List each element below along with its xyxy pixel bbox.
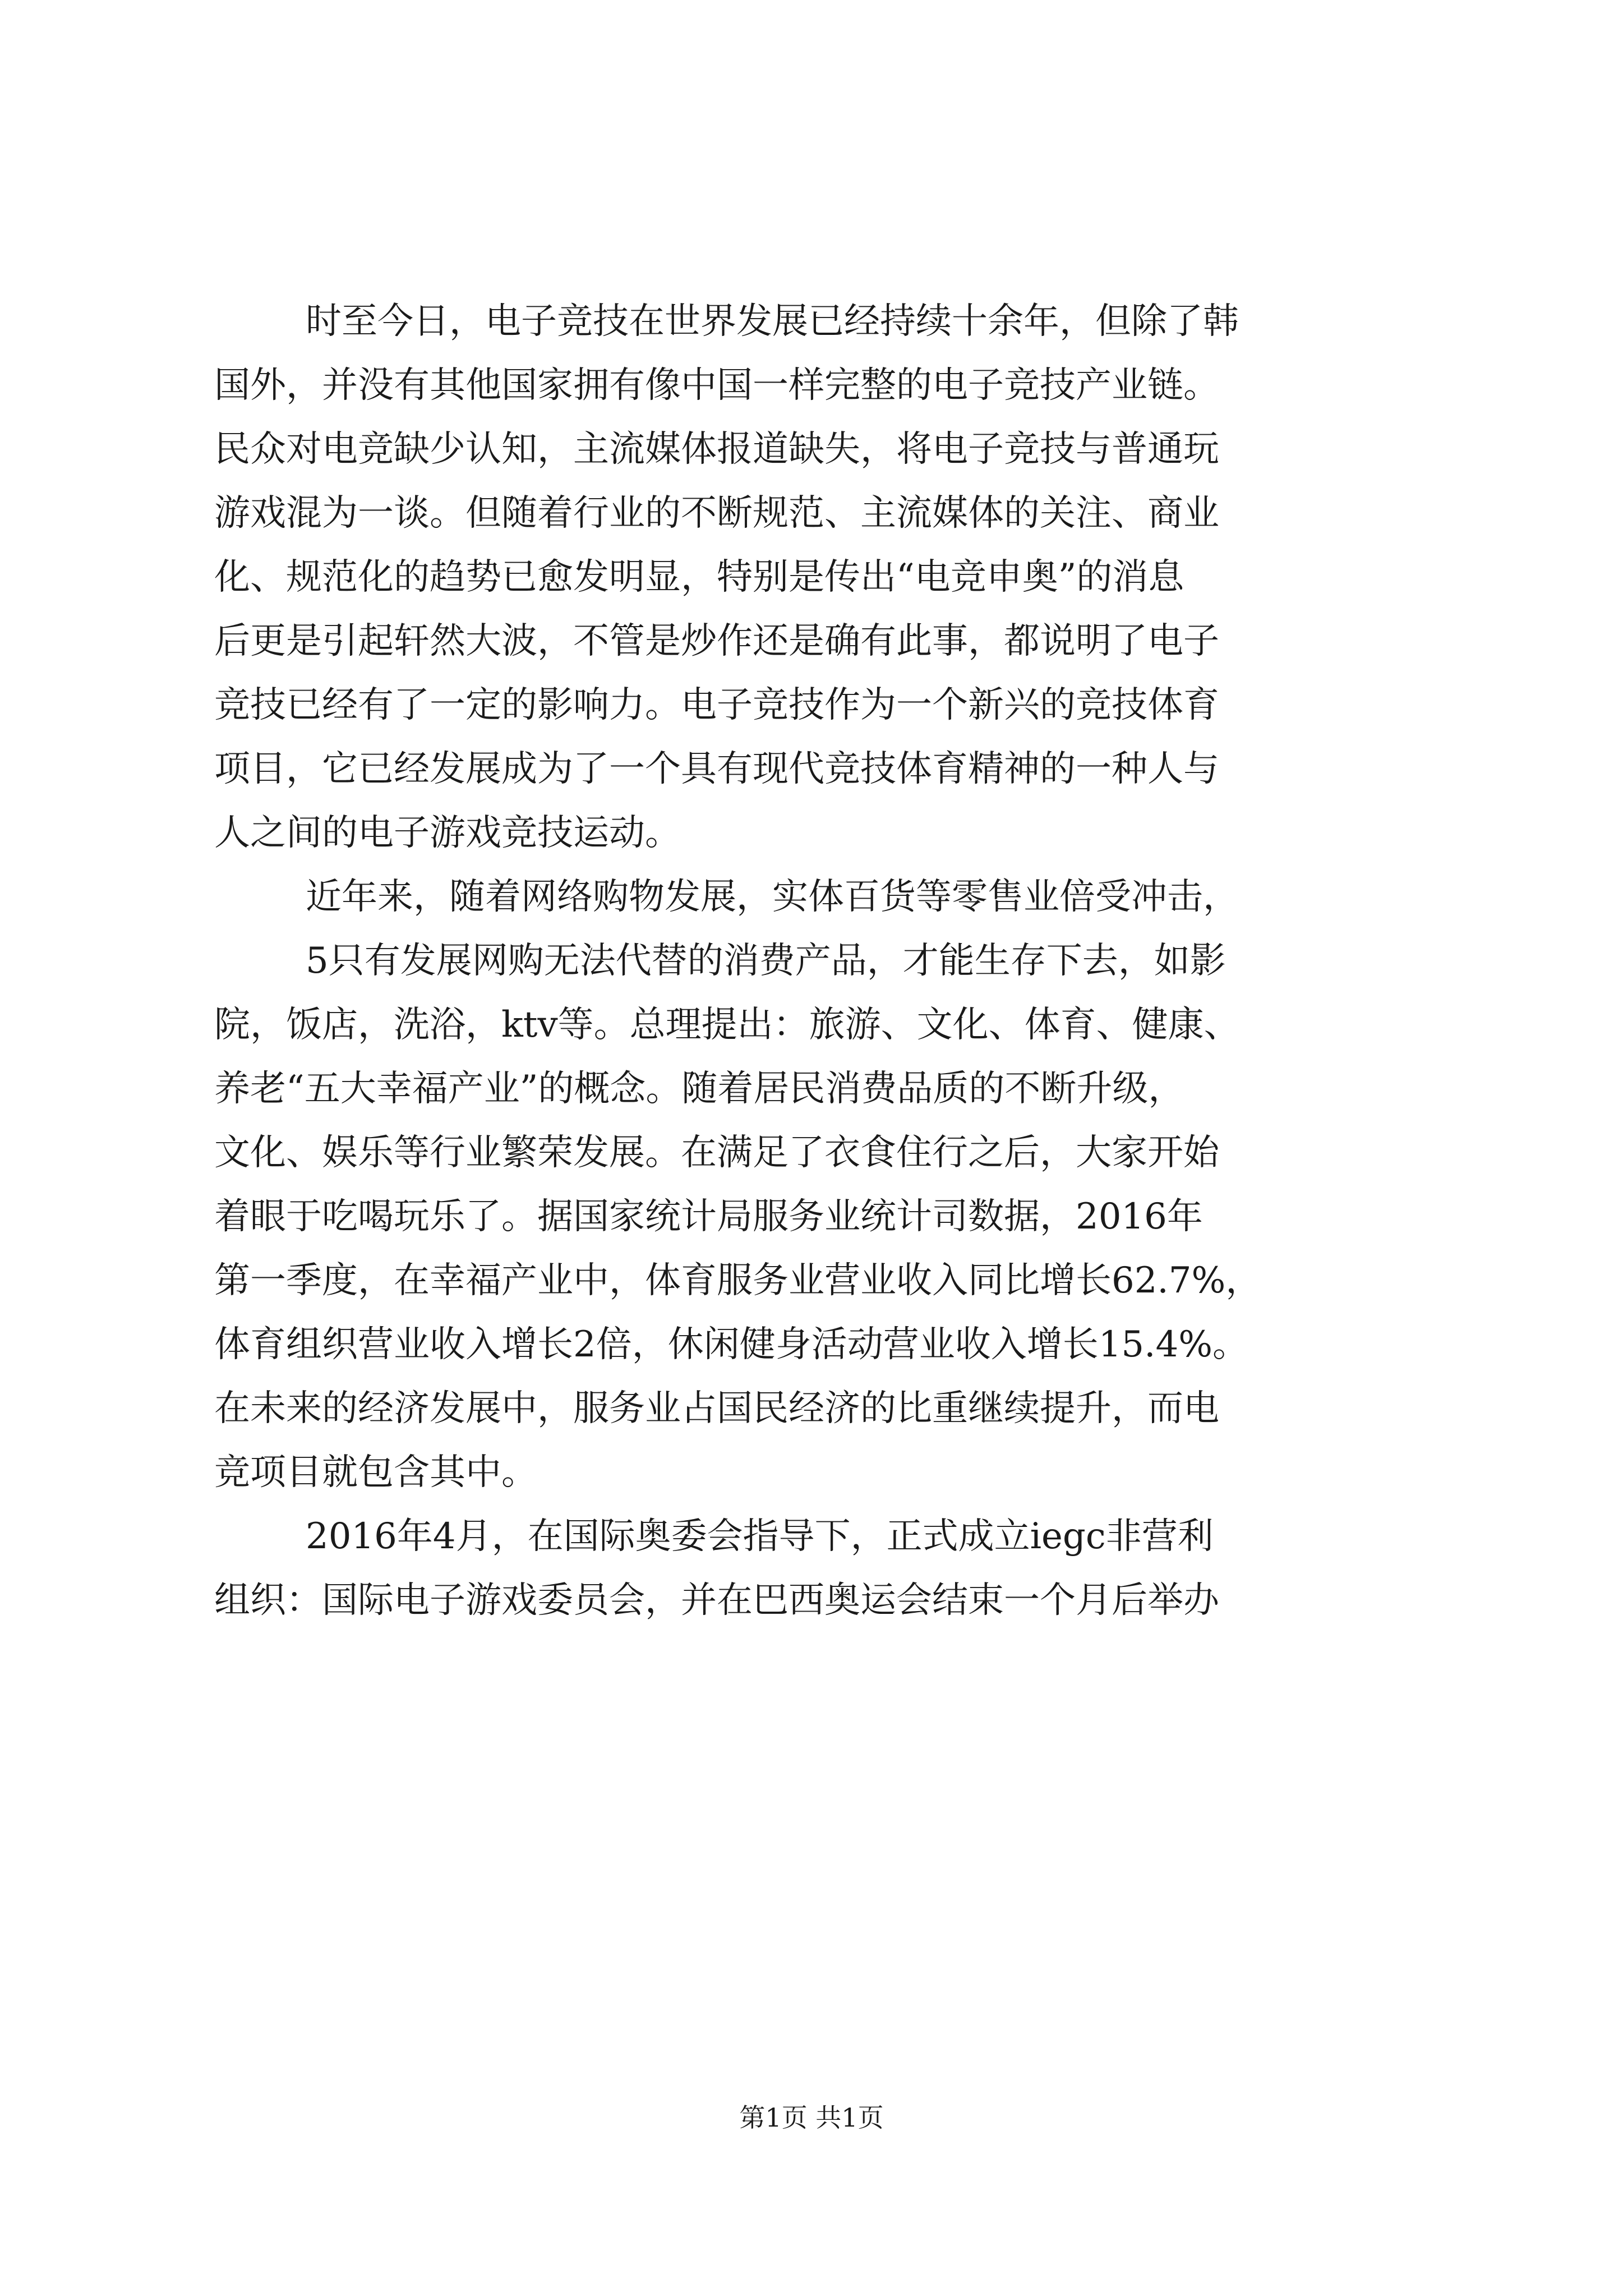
text-line-15: 着眼于吃喝玩乐了。据国家统计局服务业统计司数据，2016年 — [214, 1196, 1203, 1237]
text-line-14: 文化、娱乐等行业繁荣发展。在满足了衣食住行之后，大家开始 — [214, 1132, 1219, 1174]
text-line-7: 竞技已经有了一定的影响力。电子竞技作为一个新兴的竞技体育 — [214, 684, 1219, 726]
text-line-3: 民众对电竞缺少认知，主流媒体报道缺失，将电子竞技与普通玩 — [214, 429, 1219, 470]
text-line-17: 体育组织营业收入增长2倍，休闲健身活动营业收入增长15.4%。 — [214, 1324, 1249, 1365]
text-line-9: 人之间的电子游戏竞技运动。 — [214, 812, 681, 854]
text-line-1: 时至今日，电子竞技在世界发展已经持续十余年，但除了韩 — [306, 301, 1239, 342]
text-line-19: 竞项目就包含其中。 — [214, 1452, 537, 1493]
text-line-13: 养老“五大幸福产业”的概念。随着居民消费品质的不断升级， — [214, 1068, 1184, 1110]
text-line-4: 游戏混为一谈。但随着行业的不断规范、主流媒体的关注、商业 — [214, 493, 1219, 534]
text-line-11: 5只有发展网购无法代替的消费产品，才能生存下去，如影 — [306, 940, 1226, 982]
text-line-2: 国外，并没有其他国家拥有像中国一样完整的电子竞技产业链。 — [214, 365, 1219, 406]
text-line-6: 后更是引起轩然大波，不管是炒作还是确有此事，都说明了电子 — [214, 620, 1219, 662]
text-line-8: 项目，它已经发展成为了一个具有现代竞技体育精神的一种人与 — [214, 748, 1219, 790]
text-line-21: 组织：国际电子游戏委员会，并在巴西奥运会结束一个月后举办 — [214, 1580, 1219, 1621]
text-line-18: 在未来的经济发展中，服务业占国民经济的比重继续提升，而电 — [214, 1388, 1219, 1429]
text-line-16: 第一季度，在幸福产业中，体育服务业营业收入同比增长62.7%， — [214, 1260, 1262, 1301]
page-footer: 第1页 共1页 — [739, 2102, 884, 2133]
text-line-10: 近年来，随着网络购物发展，实体百货等零售业倍受冲击， — [306, 876, 1239, 918]
text-line-5: 化、规范化的趋势已愈发明显，特别是传出“电竞申奥”的消息 — [214, 556, 1184, 598]
text-line-20: 2016年4月，在国际奥委会指导下，正式成立iegc非营利 — [306, 1516, 1214, 1557]
text-line-12: 院，饭店，洗浴，ktv等。总理提出：旅游、文化、体育、健康、 — [214, 1004, 1240, 1046]
